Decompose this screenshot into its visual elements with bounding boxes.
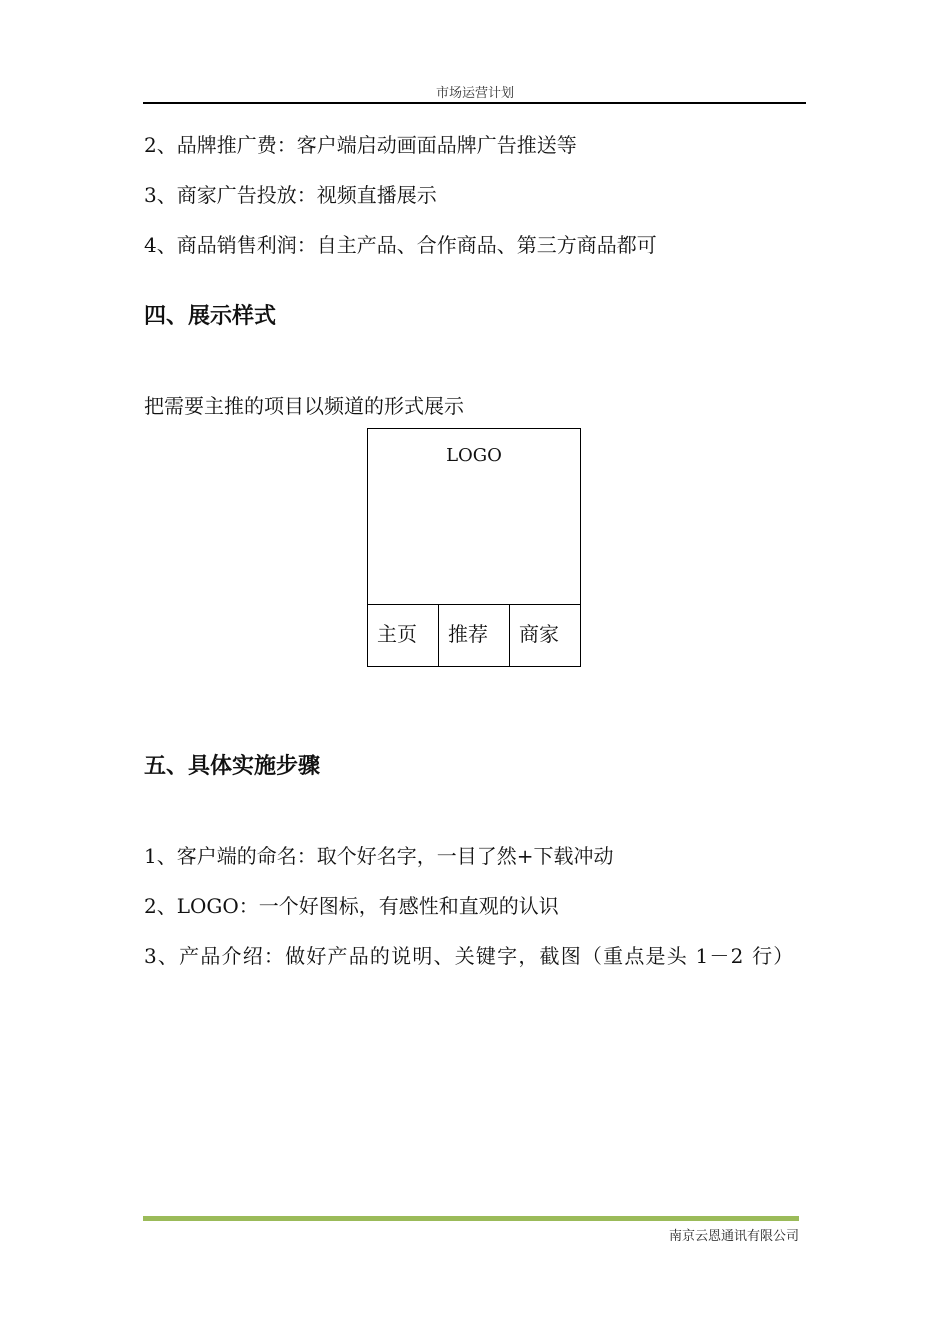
step-item-2: 2、LOGO：一个好图标，有感性和直观的认识	[144, 894, 559, 918]
step-item-1: 1、客户端的命名：取个好名字，一目了然+下载冲动	[144, 844, 614, 868]
footer-company-name: 南京云恩通讯有限公司	[668, 1229, 799, 1244]
mockup-tab-merchant: 商家	[509, 605, 580, 666]
section-4-intro: 把需要主推的项目以频道的形式展示	[144, 394, 464, 418]
mockup-logo-label: LOGO	[446, 445, 502, 466]
mockup-tab-recommend: 推荐	[438, 605, 509, 666]
page-header-title: 市场运营计划	[435, 86, 514, 101]
channel-layout-mockup	[367, 428, 581, 667]
header-rule	[143, 102, 806, 104]
step-item-3: 3、产品介绍：做好产品的说明、关键字，截图（重点是头 1－2 行）	[144, 944, 795, 968]
section-4-heading: 四、展示样式	[144, 303, 277, 329]
revenue-item-2: 2、品牌推广费：客户端启动画面品牌广告推送等	[144, 133, 577, 157]
revenue-item-4: 4、商品销售利润：自主产品、合作商品、第三方商品都可	[144, 233, 657, 257]
mockup-tab-home: 主页	[377, 622, 417, 646]
revenue-item-3: 3、商家广告投放：视频直播展示	[144, 183, 437, 207]
footer-rule	[143, 1216, 799, 1221]
section-5-heading: 五、具体实施步骤	[144, 753, 321, 779]
mockup-nav-bar	[368, 604, 580, 666]
